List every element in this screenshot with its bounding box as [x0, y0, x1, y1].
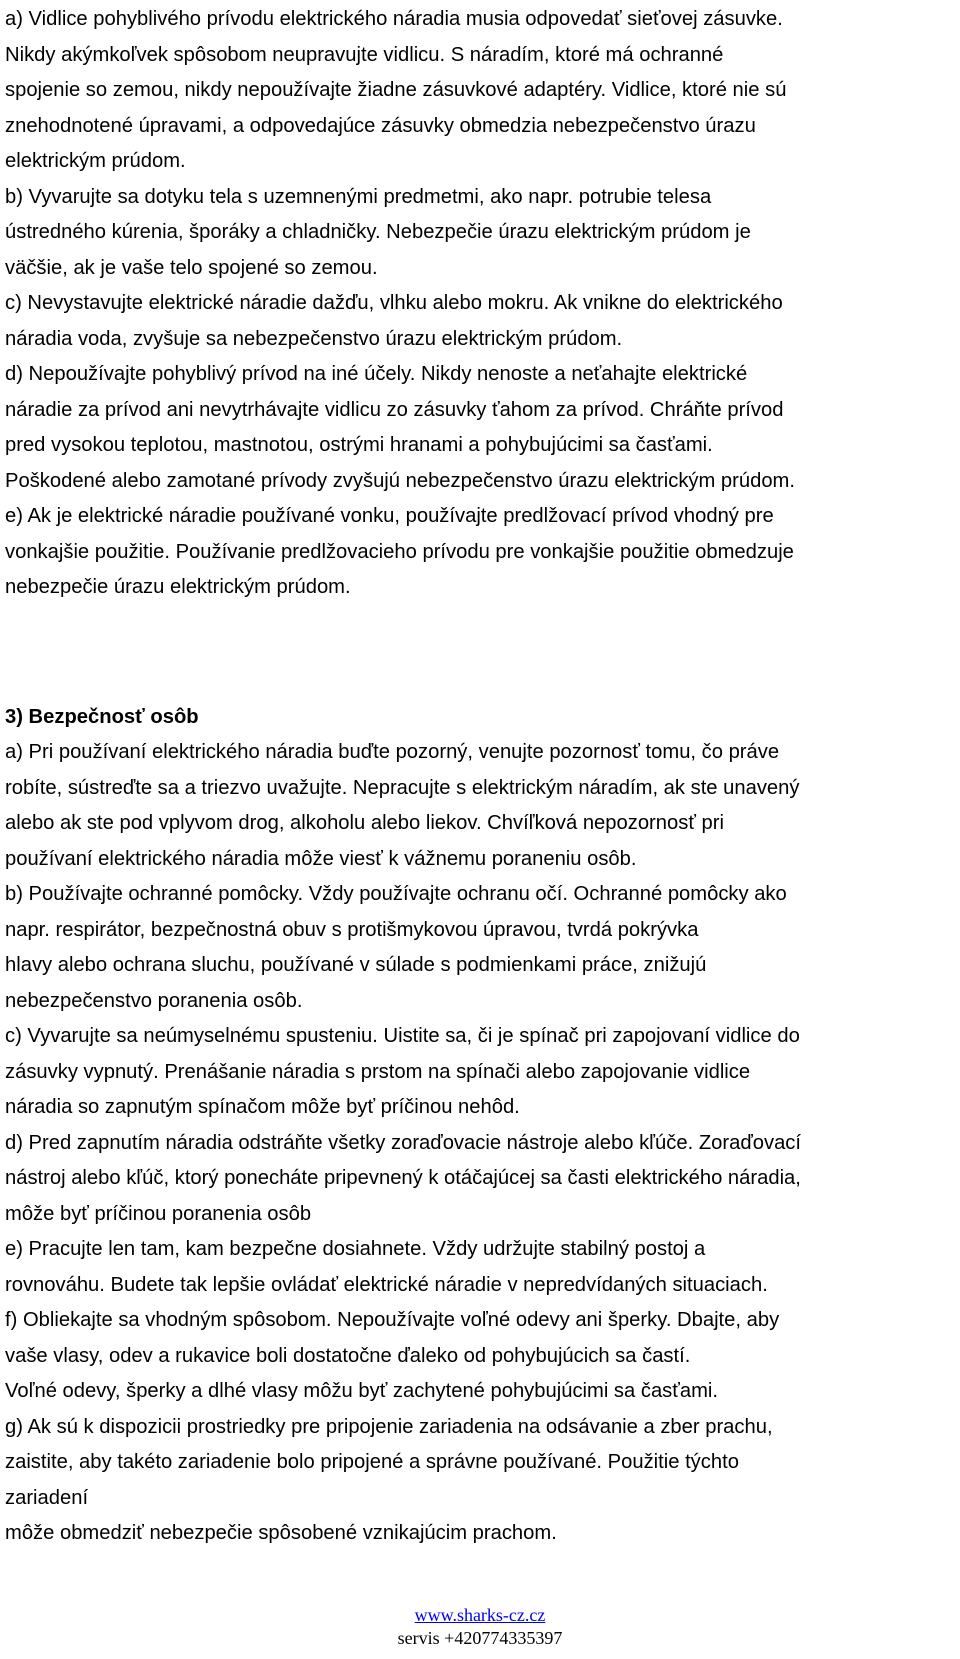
document-body — [5, 2, 957, 1552]
text-line: e) Ak je elektrické náradie používané vonku, používajte predlžovací prívod vhodný pre — [5, 505, 774, 527]
text-line: Poškodené alebo zamotané prívody zvyšujú nebezpečenstvo úrazu elektrickým prúdom. — [5, 469, 795, 492]
text-line: zariadení — [5, 1486, 89, 1509]
text-line: elektrickým prúdom. — [5, 150, 186, 172]
section-2-continuation — [5, 2, 957, 606]
text-line: používaní elektrického náradia môže viesť k vážnemu poraneniu osôb. — [5, 847, 637, 870]
service-phone: servis +420774335397 — [397, 1628, 563, 1648]
text-line: robíte, sústreďte sa a triezvo uvažujte. Nepracujte s elektrickým náradím, ak ste unavený — [5, 776, 800, 799]
page-footer — [0, 1604, 960, 1650]
text-line: zásuvky vypnutý. Prenášanie náradia s prstom na spínači alebo zapojovanie vidlice — [5, 1060, 751, 1083]
text-line: môže obmedziť nebezpečie spôsobené vznikajúcim prachom. — [5, 1522, 557, 1544]
text-line: znehodnotené úpravami, a odpovedajúce zásuvky obmedzia nebezpečenstvo úrazu — [5, 114, 756, 137]
text-line: c) Nevystavujte elektrické náradie dažďu, vlhku alebo mokru. Ak vnikne do elektrického — [5, 292, 783, 314]
text-line: c) Vyvarujte sa neúmyselnému spusteniu. Uistite sa, či je spínač pri zapojovaní vidlice do — [5, 1025, 800, 1047]
text-line: vonkajšie použitie. Používanie predlžovacieho prívodu pre vonkajšie použitie obmedzuje — [5, 540, 794, 563]
text-line: g) Ak sú k dispozicii prostriedky pre pripojenie zariadenia na odsávanie a zber prachu, — [5, 1415, 773, 1438]
text-line: alebo ak ste pod vplyvom drog, alkoholu alebo liekov. Chvíľková nepozornosť pri — [5, 812, 724, 834]
text-line: rovnováhu. Budete tak lepšie ovládať elektrické náradie v nepredvídaných situaciach. — [5, 1273, 768, 1296]
text-line: Nikdy akýmkoľvek spôsobom neupravujte vidlicu. S náradím, ktoré má ochranné — [5, 43, 724, 66]
text-line: náradia voda, zvyšuje sa nebezpečenstvo úrazu elektrickým prúdom. — [5, 327, 623, 350]
section-heading: 3) Bezpečnosť osôb — [5, 705, 199, 728]
text-line: a) Pri používaní elektrického náradia buďte pozorný, venujte pozornosť tomu, čo práve — [5, 741, 780, 763]
text-line: spojenie so zemou, nikdy nepoužívajte žiadne zásuvkové adaptéry. Vidlice, ktoré nie sú — [5, 79, 787, 101]
text-line: a) Vidlice pohyblivého prívodu elektrického náradia musia odpovedať sieťovej zásuvke. — [5, 8, 783, 30]
text-line: nebezpečie úrazu elektrickým prúdom. — [5, 576, 351, 598]
text-line: f) Obliekajte sa vhodným spôsobom. Nepoužívajte voľné odevy ani šperky. Dbajte, aby — [5, 1309, 780, 1331]
text-line: nebezpečenstvo poranenia osôb. — [5, 989, 303, 1012]
text-line: zaistite, aby takéto zariadenie bolo pripojené a správne používané. Použitie týchto — [5, 1451, 739, 1473]
section-3 — [5, 700, 957, 1552]
text-line: nástroj alebo kľúč, ktorý ponecháte pripevnený k otáčajúcej sa časti elektrického náradia, — [5, 1167, 801, 1189]
text-line: d) Pred zapnutím náradia odstráňte všetky zoraďovacie nástroje alebo kľúče. Zoraďovací — [5, 1131, 801, 1154]
website-link[interactable]: www.sharks-cz.cz — [414, 1605, 546, 1625]
text-line: väčšie, ak je vaše telo spojené so zemou. — [5, 256, 378, 279]
text-line: napr. respirátor, bezpečnostná obuv s protišmykovou úpravou, tvrdá pokrývka — [5, 918, 699, 941]
text-line: ústredného kúrenia, šporáky a chladničky. Nebezpečie úrazu elektrickým prúdom je — [5, 221, 751, 243]
text-line: e) Pracujte len tam, kam bezpečne dosiahnete. Vždy udržujte stabilný postoj a — [5, 1238, 706, 1260]
text-line: náradia so zapnutým spínačom môže byť príčinou nehôd. — [5, 1096, 520, 1118]
text-line: náradie za prívod ani nevytrhávajte vidlicu zo zásuvky ťahom za prívod. Chráňte prívod — [5, 398, 784, 421]
text-line: b) Používajte ochranné pomôcky. Vždy používajte ochranu očí. Ochranné pomôcky ako — [5, 883, 787, 905]
text-line: b) Vyvarujte sa dotyku tela s uzemnenými predmetmi, ako napr. potrubie telesa — [5, 185, 712, 208]
text-line: pred vysokou teplotou, mastnotou, ostrými hranami a pohybujúcimi sa časťami. — [5, 434, 713, 456]
text-line: d) Nepoužívajte pohyblivý prívod na iné účely. Nikdy nenoste a neťahajte elektrické — [5, 363, 748, 385]
text-line: Voľné odevy, šperky a dlhé vlasy môžu byť zachytené pohybujúcimi sa časťami. — [5, 1380, 718, 1402]
text-line: môže byť príčinou poranenia osôb — [5, 1202, 312, 1225]
text-line: vaše vlasy, odev a rukavice boli dostatočne ďaleko od pohybujúcich sa častí. — [5, 1344, 691, 1367]
text-line: hlavy alebo ochrana sluchu, používané v súlade s podmienkami práce, znižujú — [5, 954, 707, 976]
section-spacer — [5, 606, 957, 700]
